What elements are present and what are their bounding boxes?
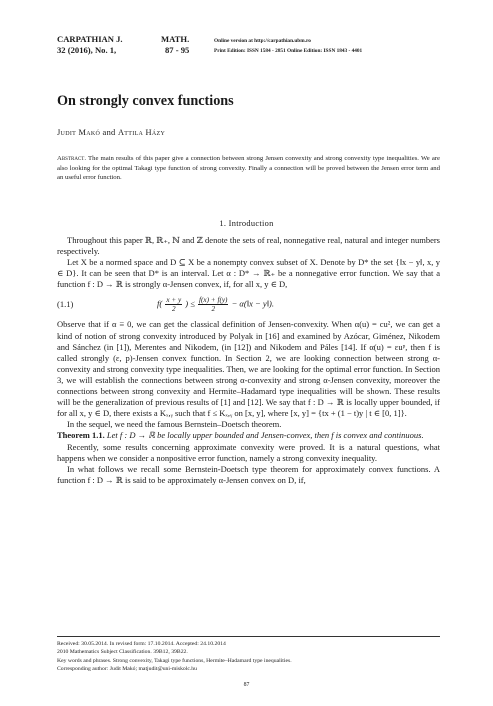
authors-and: and (102, 128, 116, 137)
footnotes (57, 636, 440, 674)
abstract-text: The main results of this paper give a connection between strong Jensen convexity and strong convexity type inequalities. We are also looking for the optimal Takagi type function of strong convexity. Finally a connection will be proved between the Jensen error term and an useful error function. (57, 155, 440, 182)
eq-tail: − α(‖x − y‖). (231, 298, 274, 309)
abstract-label: Abstract. (57, 155, 87, 162)
theorem-label: Theorem 1.1. (57, 430, 105, 441)
edition-info (214, 36, 362, 56)
eq-numerator-1: x + y (166, 295, 182, 304)
footnote-corresponding: Corresponding author: Judit Makó; matjudit@uni-miskolc.hu (57, 666, 197, 673)
eq-denominator-1: 2 (171, 304, 176, 313)
journal-name: CARPATHIAN J. (57, 34, 123, 44)
paragraph-6: In what follows we recall some Bernstein-Doetsch type theorem for approximately convex functions. A function f : D → ℝ is said to be approximately α-Jensen convex on D, if, (57, 463, 440, 485)
eq-fraction-2 (198, 296, 228, 313)
journal-volume: 32 (2016), No. 1, (57, 45, 117, 55)
paragraph-4: In the sequel, we need the famous Bernstein–Doetsch theorem. (67, 419, 282, 430)
online-version: Online version at http://carpathian.ubm.ro (214, 38, 311, 44)
equation-body (157, 296, 274, 313)
eq-lhs-prefix: f( (157, 298, 163, 309)
paragraph-1: Throughout this paper ℝ, ℝ₊, ℕ and ℤ denote the sets of real, nonnegative real, natural and integer numbers respectively. (57, 235, 440, 257)
author-1: Judit Makó (57, 128, 101, 137)
abstract (57, 154, 440, 183)
theorem-text: Let f : D → ℝ be locally upper bounded and Jensen-convex, then f is convex and continuous. (106, 430, 424, 441)
author-2: Attila Házy (117, 128, 166, 137)
section-heading: 1. Introduction (219, 219, 274, 228)
main-body (57, 235, 440, 486)
paragraph-5: Recently, some results concerning approximate convexity were proved. It is a natural questions, what happens when we consider a nonpositive error function, namely a strong convexity inequality. (57, 441, 440, 463)
page-number: 87 (243, 682, 250, 688)
eq-fraction-1 (165, 296, 182, 313)
print-edition: Print Edition: ISSN 1584 - 2851 Online Edition: ISSN 1843 - 4401 (214, 48, 363, 54)
eq-denominator-2: 2 (211, 304, 216, 313)
footnote-keywords: Key words and phrases. Strong convexity, Takagi type functions, Hermite–Hadamard type inequalities. (57, 657, 292, 664)
journal-section: MATH. (161, 34, 190, 44)
paragraph-3: Observe that if α ≡ 0, we can get the classical definition of Jensen-convexity. When α(u) = cu², we can get a kind of notion of strong convexity introduced by Polyak in [16] and examined by Azócar, Giménez, Nikodem and Sánchez (in [1]), Merentes and Nikodem, (in [12]) and Nikodem and Páles [14]. If α(u) = εuᵖ, then f is called strongly (ε, p)-Jensen convex function. In Section 2, we are looking connection between strong α-convexity and strong convexity type inequalities. Then, we are looking for the optimal error function. In Section 3, we will establish the connections between strong α-convexity and strong α-Jensen convexity, moreover the connections between strong convexity and Hermite–Hadamard type inequalities will be shown. These results will be the generalization of previous results of [1] and [12]. We say that f : D → ℝ is locally upper bounded, if for all x, y ∈ D, there exists a Kₓ,ᵧ such that f ≤ Kₓ,ᵧ on [x, y], where [x, y] = {tx + (1 − t)y | t ∈ [0, 1]}. (57, 319, 440, 419)
equation-label: (1.1) (57, 298, 74, 309)
eq-numerator-2: f(x) + f(y) (199, 295, 228, 304)
theorem-1-1 (57, 430, 440, 441)
footnote-msc: 2010 Mathematics Subject Classification. 39B12, 39B22. (57, 649, 188, 656)
paper-title: On strongly convex functions (57, 93, 234, 109)
equation-1-1 (57, 292, 440, 316)
eq-middle: ) ≤ (185, 298, 195, 309)
journal-section-header (161, 34, 189, 56)
page-range: 87 - 95 (165, 45, 190, 55)
paragraph-2: Let X be a normed space and D ⊆ X be a nonempty convex subset of X. Denote by D* the set {‖x − y‖, x, y ∈ D}. It can be seen that D* is an interval. Let α : D* → ℝ₊ be a nonnegative error function. We say that a function f : D → ℝ is strongly α-Jensen convex, if, for all x, y ∈ D, (57, 257, 440, 290)
authors-line (57, 128, 165, 137)
footnote-received: Received: 30.05.2014. In revised form: 17.10.2014. Accepted: 24.10.2014 (57, 641, 226, 647)
journal-header (57, 34, 123, 56)
